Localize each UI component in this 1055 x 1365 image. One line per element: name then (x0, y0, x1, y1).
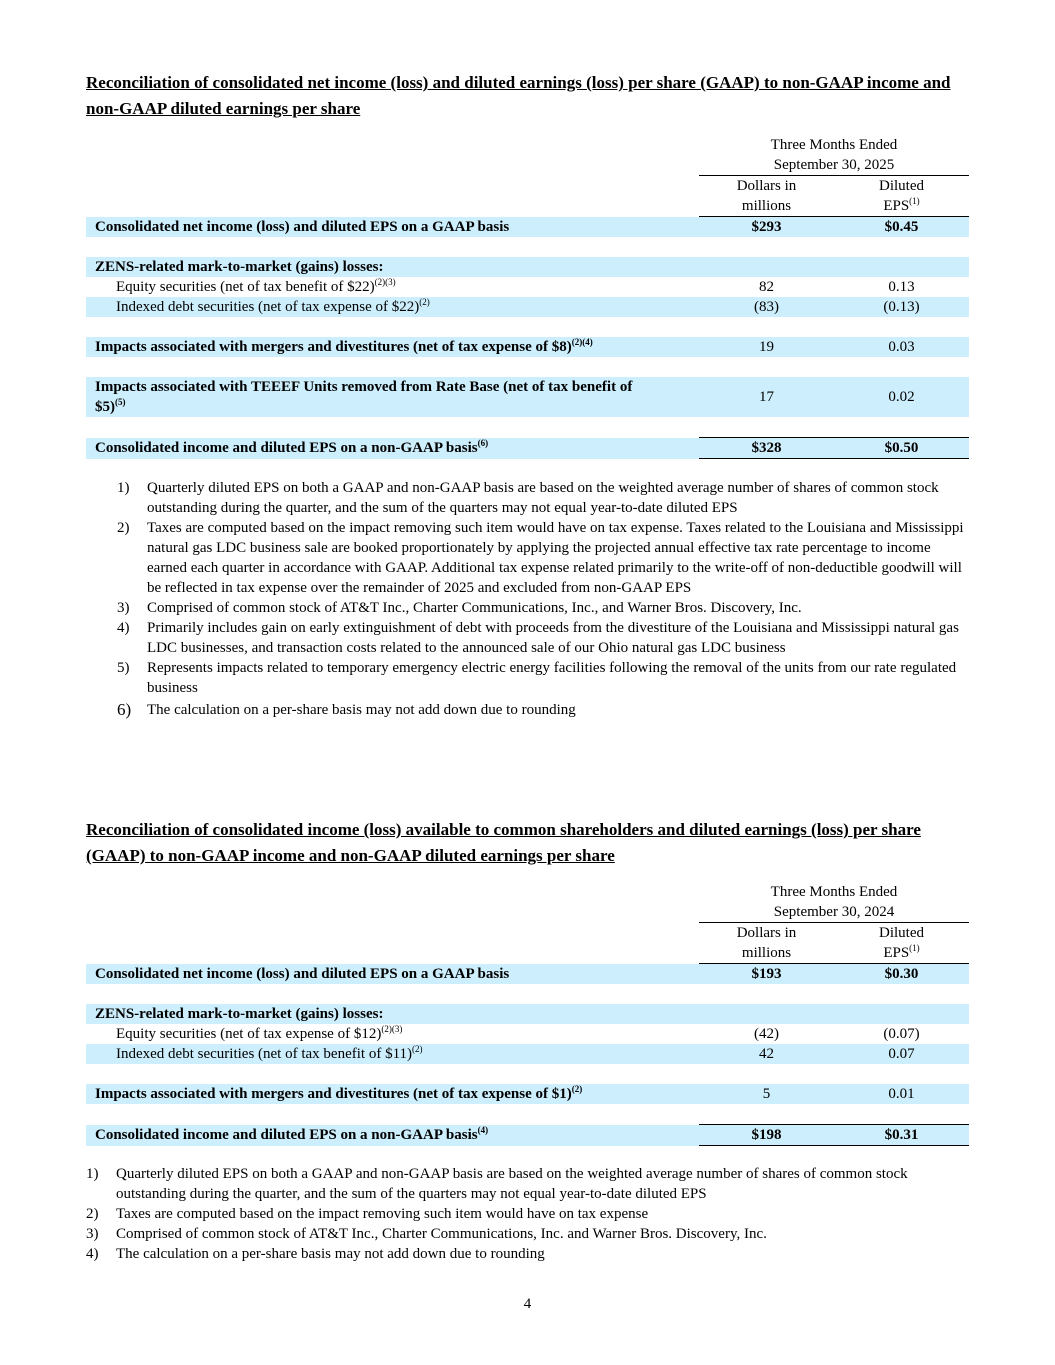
row-label: Equity securities (net of tax benefit of $22) (116, 279, 375, 295)
row-sup: (2) (571, 1084, 583, 1094)
section2-footnotes (86, 1164, 969, 1264)
footnote-number: 3) (86, 1226, 99, 1242)
footnote-text: The calculation on a per-share basis may not add down due to rounding (116, 1246, 545, 1262)
row-label: Impacts associated with mergers and divestitures (net of tax expense of $8) (95, 339, 572, 355)
section1-title: Reconciliation of consolidated net income (loss) and diluted earnings (loss) per share (GAAP) to non-GAAP income and non-GAAP diluted earnings per share (86, 73, 951, 118)
row-label: Consolidated net income (loss) and diluted EPS on a GAAP basis (86, 964, 699, 985)
footnote-text: Taxes are computed based on the impact removing such item would have on tax expense (116, 1206, 649, 1222)
section2-title: Reconciliation of consolidated income (loss) available to common shareholders and diluted earnings (loss) per share (GAAP) to non-GAAP income and non-GAAP diluted earnings per share (86, 820, 921, 865)
row-eps: (0.13) (834, 297, 969, 317)
row-sup: (2) (419, 297, 430, 307)
page-number: 4 (523, 1296, 532, 1312)
footnote (86, 518, 969, 598)
row-eps: (0.07) (883, 1026, 920, 1042)
row-label: ZENS-related mark-to-market (gains) losses: (86, 1004, 699, 1024)
row-dollars: 19 (699, 337, 834, 357)
footnote-number: 5) (117, 660, 130, 676)
row-sup: (2)(3) (374, 277, 396, 287)
footnote-number: 6) (117, 700, 132, 719)
footnote-number: 3) (117, 600, 130, 616)
row-eps: $0.30 (834, 964, 969, 985)
section2-col2-line2: EPS (883, 945, 910, 961)
section2-col2-sup: (1) (909, 943, 920, 953)
row-eps: 0.13 (888, 279, 915, 295)
footnote (86, 1204, 969, 1224)
row-sup: (2)(3) (381, 1024, 403, 1034)
row-dollars: $198 (699, 1125, 834, 1146)
footnote (86, 658, 969, 698)
section1-col1-line1: Dollars in (736, 178, 797, 194)
row-label: Consolidated income and diluted EPS on a non-GAAP basis (95, 440, 478, 456)
table-row (86, 1084, 969, 1104)
row-eps: $0.45 (834, 217, 969, 238)
footnote-text: The calculation on a per-share basis may not add down due to rounding (147, 702, 576, 718)
footnote-text: Comprised of common stock of AT&T Inc., Charter Communications, Inc. and Warner Bros. Discovery, Inc. (116, 1226, 767, 1242)
footnote (86, 478, 969, 518)
row-dollars: $328 (699, 438, 834, 459)
section1-period-line2: September 30, 2025 (699, 155, 969, 176)
footnote-number: 2) (117, 520, 130, 536)
footnote-text: Represents impacts related to temporary emergency electric energy facilities following the removal of the units from our rate regulated business (147, 660, 957, 696)
row-label: Indexed debt securities (net of tax benefit of $11) (116, 1046, 413, 1062)
table-row (86, 1024, 969, 1044)
section2-table (86, 882, 969, 1146)
footnote-number: 1) (86, 1166, 99, 1182)
row-dollars: (83) (699, 297, 834, 317)
footnote (86, 618, 969, 658)
section2-period-line1: Three Months Ended (770, 884, 898, 900)
footnote-text: Comprised of common stock of AT&T Inc., Charter Communications, Inc., and Warner Bros. Discovery, Inc. (147, 600, 802, 616)
row-label: Consolidated net income (loss) and diluted EPS on a GAAP basis (86, 217, 699, 238)
table-row (86, 277, 969, 297)
section1-col1-line2: millions (699, 196, 834, 217)
footnote (86, 1164, 969, 1204)
section2-period-line2: September 30, 2024 (699, 902, 969, 923)
footnote (86, 700, 969, 720)
section1-col2-sup: (1) (909, 196, 920, 206)
row-label: Consolidated income and diluted EPS on a non-GAAP basis (95, 1127, 478, 1143)
table-row (86, 964, 969, 985)
footnote-text: Quarterly diluted EPS on both a GAAP and non-GAAP basis are based on the weighted average number of shares of common stock outstanding during the quarter, and the sum of the quarters may not equal year-to-date diluted EPS (147, 480, 939, 516)
row-dollars: $193 (699, 964, 834, 985)
row-label: Impacts associated with mergers and divestitures (net of tax expense of $1) (95, 1086, 572, 1102)
row-eps: 0.02 (834, 377, 969, 417)
footnote-text: Quarterly diluted EPS on both a GAAP and non-GAAP basis are based on the weighted average number of shares of common stock outstanding during the quarter, and the sum of the quarters may not equal year-to-date diluted EPS (116, 1166, 908, 1202)
footnote-number: 4) (117, 620, 130, 636)
row-sup: (2)(4) (571, 337, 593, 347)
row-eps: 0.03 (834, 337, 969, 357)
footnote (86, 1244, 969, 1264)
table-row (86, 257, 969, 277)
footnote-number: 1) (117, 480, 130, 496)
table-row (86, 1125, 969, 1146)
footnote (86, 598, 969, 618)
row-eps: $0.31 (834, 1125, 969, 1146)
row-label: ZENS-related mark-to-market (gains) losses: (86, 257, 699, 277)
row-label: Indexed debt securities (net of tax expense of $22) (116, 299, 420, 315)
row-label: Impacts associated with TEEEF Units removed from Rate Base (net of tax benefit of $5) (95, 379, 633, 415)
row-sup: (5) (115, 397, 126, 407)
table-row (86, 217, 969, 238)
row-dollars: 82 (759, 279, 774, 295)
row-dollars: (42) (754, 1026, 779, 1042)
section2-col2-line1: Diluted (879, 925, 924, 941)
section2-col1-line1: Dollars in (736, 925, 797, 941)
section1-table (86, 135, 969, 459)
row-dollars: 42 (699, 1044, 834, 1064)
row-dollars: 17 (699, 377, 834, 417)
footnote-number: 2) (86, 1206, 99, 1222)
row-label: Equity securities (net of tax expense of $12) (116, 1026, 382, 1042)
table-row (86, 377, 969, 417)
row-sup: (4) (477, 1125, 489, 1135)
section1-col2-line2: EPS (883, 198, 910, 214)
row-sup: (2) (412, 1044, 423, 1054)
footnote-text: Taxes are computed based on the impact removing such item would have on tax expense. Taxes related to the Louisiana and Mississippi natural gas LDC business sale are booked proportionately by applying the projected annual effective tax rate percentage to income earned each quarter in accordance with GAAP. Additional tax expense related primarily to the write-off of non-deductible goodwill will be reflected in tax expense over the remainder of 2025 and excluded from non-GAAP EPS (147, 520, 964, 596)
row-dollars: $293 (699, 217, 834, 238)
row-eps: $0.50 (834, 438, 969, 459)
table-row (86, 297, 969, 317)
row-eps: 0.01 (834, 1084, 969, 1104)
section1-footnotes (86, 478, 969, 720)
footnote-text: Primarily includes gain on early extinguishment of debt with proceeds from the divestiture of the Louisiana and Mississippi natural gas LDC businesses, and transaction costs related to the announced sale of our Ohio natural gas LDC business (147, 620, 959, 656)
row-sup: (6) (477, 438, 489, 448)
table-row (86, 1044, 969, 1064)
footnote-number: 4) (86, 1246, 99, 1262)
section2-col1-line2: millions (699, 943, 834, 964)
section1-period-line1: Three Months Ended (770, 137, 898, 153)
table-row (86, 438, 969, 459)
footnote (86, 1224, 969, 1244)
table-row (86, 337, 969, 357)
row-dollars: 5 (699, 1084, 834, 1104)
section1-col2-line1: Diluted (879, 178, 924, 194)
table-row (86, 1004, 969, 1024)
row-eps: 0.07 (834, 1044, 969, 1064)
